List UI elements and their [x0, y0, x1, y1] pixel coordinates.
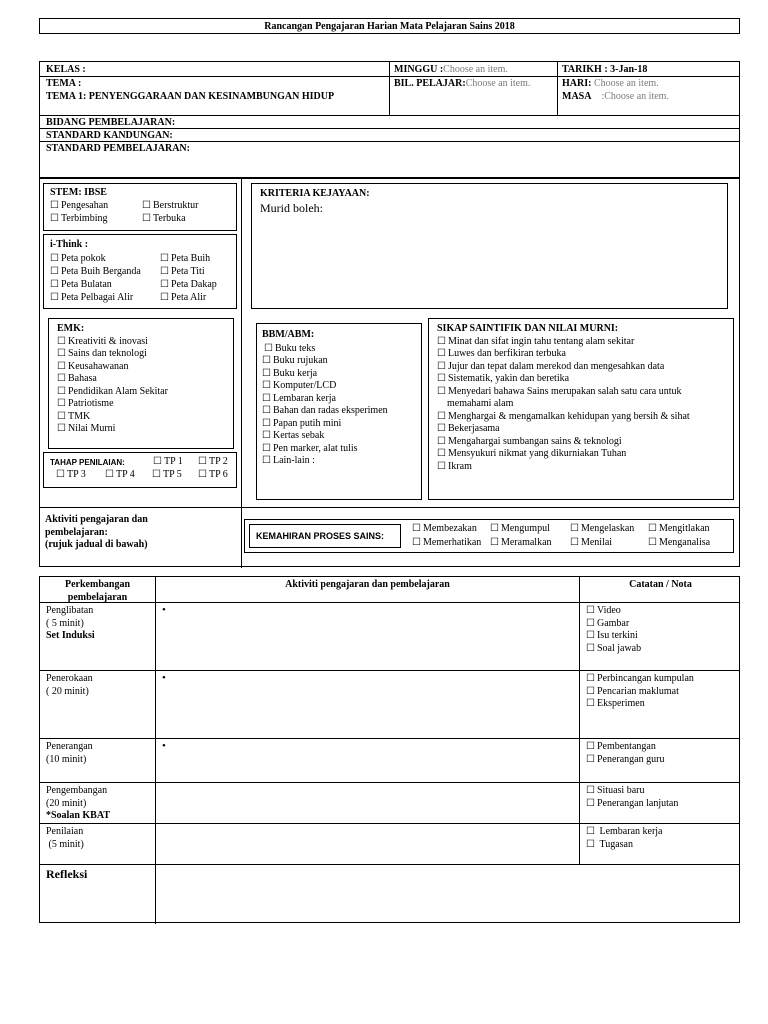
masa-field[interactable] [562, 91, 669, 104]
sikap-box [428, 318, 734, 500]
sikap-ikram[interactable]: ☐ Ikram [437, 461, 725, 474]
document-title: Rancangan Pengajaran Harian Mata Pelajaran Sains 2018 [39, 18, 740, 34]
bbm-papan-putih[interactable]: ☐ Papan putih mini [262, 418, 416, 431]
minggu-value[interactable]: Choose an item. [443, 64, 508, 75]
table-row-pengembangan: Pengembangan (20 minit) *Soalan KBAT [46, 785, 110, 821]
table-row-penerangan-notes [582, 739, 668, 768]
note-isu-terkini[interactable]: ☐ Isu terkini [586, 630, 641, 643]
table-row-penerangan-activity[interactable] [158, 738, 170, 756]
bbm-buku-teks[interactable]: ☐ Buku teks [262, 343, 416, 356]
tarikh-label: TARIKH : 3-Jan-18 [562, 64, 648, 75]
table-row-penilaian-activity[interactable] [156, 824, 579, 864]
tahap-tp4[interactable]: ☐ TP 4 [105, 469, 135, 482]
table-row-penglibatan: Penglibatan ( 5 minit) Set Induksi [46, 605, 95, 641]
emk-pendidikan-alam-sekitar[interactable]: ☐ Pendidikan Alam Sekitar [57, 386, 225, 399]
kps-memerhatikan[interactable]: ☐ Memerhatikan [412, 537, 481, 550]
emk-bahasa[interactable]: ☐ Bahasa [57, 373, 225, 386]
tema-value: TEMA 1: PENYENGGARAAN DAN KESINAMBUNGAN HIDUP [46, 90, 335, 102]
aktiviti-note [45, 514, 235, 552]
note-tugasan[interactable]: ☐ Tugasan [586, 839, 663, 852]
sikap-mensyukuri[interactable]: ☐ Mensyukuri nikmat yang dikurniakan Tuhan [437, 448, 725, 461]
standard-pembelajaran: STANDARD PEMBELAJARAN: [46, 143, 190, 154]
bil-pelajar-value[interactable]: Choose an item. [465, 78, 531, 89]
note-penerangan-guru[interactable]: ☐ Penerangan guru [586, 754, 664, 767]
table-row-penilaian: Penilaian (5 minit) [46, 826, 84, 850]
kps-menilai[interactable]: ☐ Menilai [570, 537, 612, 550]
ithink-peta-buih-berganda[interactable]: ☐ Peta Buih Berganda [50, 266, 141, 279]
tahap-tp3[interactable]: ☐ TP 3 [56, 469, 86, 482]
ithink-peta-bulatan[interactable]: ☐ Peta Bulatan [50, 279, 112, 292]
note-gambar[interactable]: ☐ Gambar [586, 618, 641, 631]
emk-patriotisme[interactable]: ☐ Patriotisme [57, 398, 225, 411]
tema-label: TEMA : [46, 78, 82, 89]
kriteria-title: KRITERIA KEJAYAAN: [260, 188, 370, 199]
table-header-catatan: Catatan / Nota [629, 579, 692, 590]
table-row-penerangan: Penerangan (10 minit) [46, 741, 93, 765]
kelas-label: KELAS : [46, 64, 86, 75]
bbm-title: BBM/ABM: [262, 329, 315, 340]
kps-title: KEMAHIRAN PROSES SAINS: [249, 524, 401, 548]
bbm-komputer-lcd[interactable]: ☐ Komputer/LCD [262, 380, 416, 393]
stem-title: STEM: IBSE [50, 187, 107, 198]
ithink-peta-alir[interactable]: ☐ Peta Alir [160, 292, 206, 305]
note-lembaran-kerja[interactable]: ☐ Lembaran kerja [586, 826, 663, 839]
bbm-buku-kerja[interactable]: ☐ Buku kerja [262, 368, 416, 381]
bbm-kertas-sebak[interactable]: ☐ Kertas sebak [262, 430, 416, 443]
ithink-peta-pokok[interactable]: ☐ Peta pokok [50, 253, 106, 266]
emk-title: EMK: [57, 323, 85, 334]
tema-cell [42, 76, 338, 105]
kriteria-text[interactable]: Murid boleh: [260, 200, 323, 215]
sikap-luwes[interactable]: ☐ Luwes dan berfikiran terbuka [437, 348, 725, 361]
note-pembentangan[interactable]: ☐ Pembentangan [586, 741, 664, 754]
kps-menganalisa[interactable]: ☐ Menganalisa [648, 537, 710, 550]
ithink-box [43, 234, 237, 309]
table-row-penerokaan: Penerokaan ( 20 minit) [46, 673, 93, 697]
aktiviti-note-line1: Aktiviti pengajaran dan [45, 514, 148, 525]
emk-sains-teknologi[interactable]: ☐ Sains dan teknologi [57, 348, 225, 361]
ithink-title: i-Think : [50, 239, 89, 250]
kps-membezakan[interactable]: ☐ Membezakan [412, 523, 477, 536]
table-row-pengembangan-activity[interactable] [156, 783, 579, 823]
sikap-title: SIKAP SAINTIFIK DAN NILAI MURNI: [437, 323, 619, 334]
note-soal-jawab[interactable]: ☐ Soal jawab [586, 643, 641, 656]
stem-option-terbimbing[interactable]: ☐ Terbimbing [50, 213, 107, 226]
aktiviti-note-line3: (rujuk jadual di bawah) [45, 539, 148, 550]
bbm-buku-rujukan[interactable]: ☐ Buku rujukan [262, 355, 416, 368]
emk-kreativiti[interactable]: ☐ Kreativiti & inovasi [57, 336, 225, 349]
table-header-perkembangan: Perkembangan pembelajaran [65, 579, 130, 603]
refleksi-input[interactable] [156, 865, 741, 924]
sikap-sumbangan[interactable]: ☐ Mengahargai sumbangan sains & teknologi [437, 436, 725, 449]
bbm-lain-lain[interactable]: ☐ Lain-lain : [262, 455, 416, 468]
kps-mengitlakan[interactable]: ☐ Mengitlakan [648, 523, 710, 536]
table-row-penglibatan-notes [582, 603, 645, 657]
bbm-lembaran-kerja[interactable]: ☐ Lembaran kerja [262, 393, 416, 406]
refleksi-label: Refleksi [46, 867, 88, 881]
tahap-title: TAHAP PENILAIAN: [50, 458, 125, 467]
hari-value[interactable]: Choose an item. [593, 78, 659, 89]
ithink-peta-dakap[interactable]: ☐ Peta Dakap [160, 279, 217, 292]
sikap-menyedari-cont: memahami alam [447, 398, 514, 409]
kps-mengelaskan[interactable]: ☐ Mengelaskan [570, 523, 634, 536]
sikap-sistematik[interactable]: ☐ Sistematik, yakin dan beretika [437, 373, 725, 386]
sikap-menghargai[interactable]: ☐ Menghargai & mengamalkan kehidupan yang bersih & sihat [437, 411, 725, 424]
note-perbincangan[interactable]: ☐ Perbincangan kumpulan [586, 673, 694, 686]
sikap-jujur[interactable]: ☐ Jujur dan tepat dalam merekod dan mengesahkan data [437, 361, 725, 374]
table-row-penglibatan-activity[interactable] [158, 602, 170, 620]
emk-keusahawanan[interactable]: ☐ Keusahawanan [57, 361, 225, 374]
kps-box [244, 519, 734, 553]
emk-nilai-murni[interactable]: ☐ Nilai Murni [57, 423, 225, 436]
stem-option-terbuka[interactable]: ☐ Terbuka [142, 213, 186, 226]
masa-value[interactable]: :Choose an item. [601, 90, 669, 102]
tahap-tp2[interactable]: ☐ TP 2 [198, 456, 228, 469]
note-pencarian[interactable]: ☐ Pencarian maklumat [586, 686, 694, 699]
note-video[interactable]: ☐ Video [586, 605, 641, 618]
hari-label: HARI: [562, 78, 592, 89]
aktiviti-note-line2: pembelajaran: [45, 526, 108, 538]
table-row-penerokaan-activity[interactable] [158, 670, 170, 688]
bbm-box [256, 323, 422, 500]
info-table [39, 61, 740, 178]
kriteria-box [251, 183, 728, 309]
tahap-tp1[interactable]: ☐ TP 1 [153, 456, 183, 469]
bil-pelajar-field[interactable] [390, 76, 556, 93]
emk-tmk[interactable]: ☐ TMK [57, 411, 225, 424]
stem-box [43, 183, 237, 231]
note-situasi-baru[interactable]: ☐ Situasi baru [586, 785, 678, 798]
masa-label: MASA [562, 90, 592, 102]
hari-field[interactable] [562, 78, 669, 91]
table-header-aktiviti: Aktiviti pengajaran dan pembelajaran [285, 579, 450, 590]
bil-pelajar-label: BIL. PELAJAR: [394, 78, 466, 89]
kps-meramalkan[interactable]: ☐ Meramalkan [490, 537, 552, 550]
ithink-peta-titi[interactable]: ☐ Peta Titi [160, 266, 205, 279]
ithink-peta-buih[interactable]: ☐ Peta Buih [160, 253, 210, 266]
sikap-minat[interactable]: ☐ Minat dan sifat ingin tahu tentang alam sekitar [437, 336, 725, 349]
note-eksperimen[interactable]: ☐ Eksperimen [586, 698, 694, 711]
tahap-penilaian-box [43, 452, 237, 488]
bbm-bahan-radas[interactable]: ☐ Bahan dan radas eksperimen [262, 405, 416, 418]
tahap-tp6[interactable]: ☐ TP 6 [198, 469, 228, 482]
stem-option-pengesahan[interactable]: ☐ Pengesahan [50, 200, 108, 213]
table-row-pengembangan-notes [582, 783, 682, 812]
kps-mengumpul[interactable]: ☐ Mengumpul [490, 523, 550, 536]
stem-option-berstruktur[interactable]: ☐ Berstruktur [142, 200, 199, 213]
sikap-menyedari[interactable]: ☐ Menyedari bahawa Sains merupakan salah satu cara untuk [437, 386, 725, 399]
hari-masa-cell [558, 76, 673, 105]
tahap-tp5[interactable]: ☐ TP 5 [152, 469, 182, 482]
activities-table [39, 576, 740, 923]
sikap-bekerjasama[interactable]: ☐ Bekerjasama [437, 423, 725, 436]
ithink-peta-pelbagai-alir[interactable]: ☐ Peta Pelbagai Alir [50, 292, 133, 305]
note-penerangan-lanjutan[interactable]: ☐ Penerangan lanjutan [586, 798, 678, 811]
bbm-pen-marker[interactable]: ☐ Pen marker, alat tulis [262, 443, 416, 456]
minggu-label: MINGGU : [394, 64, 444, 75]
table-row-penilaian-notes [582, 824, 667, 853]
table-row-penerokaan-notes [582, 671, 698, 713]
bidang-pembelajaran: BIDANG PEMBELAJARAN: [46, 117, 176, 128]
emk-box [48, 318, 234, 449]
standard-kandungan: STANDARD KANDUNGAN: [46, 130, 173, 141]
